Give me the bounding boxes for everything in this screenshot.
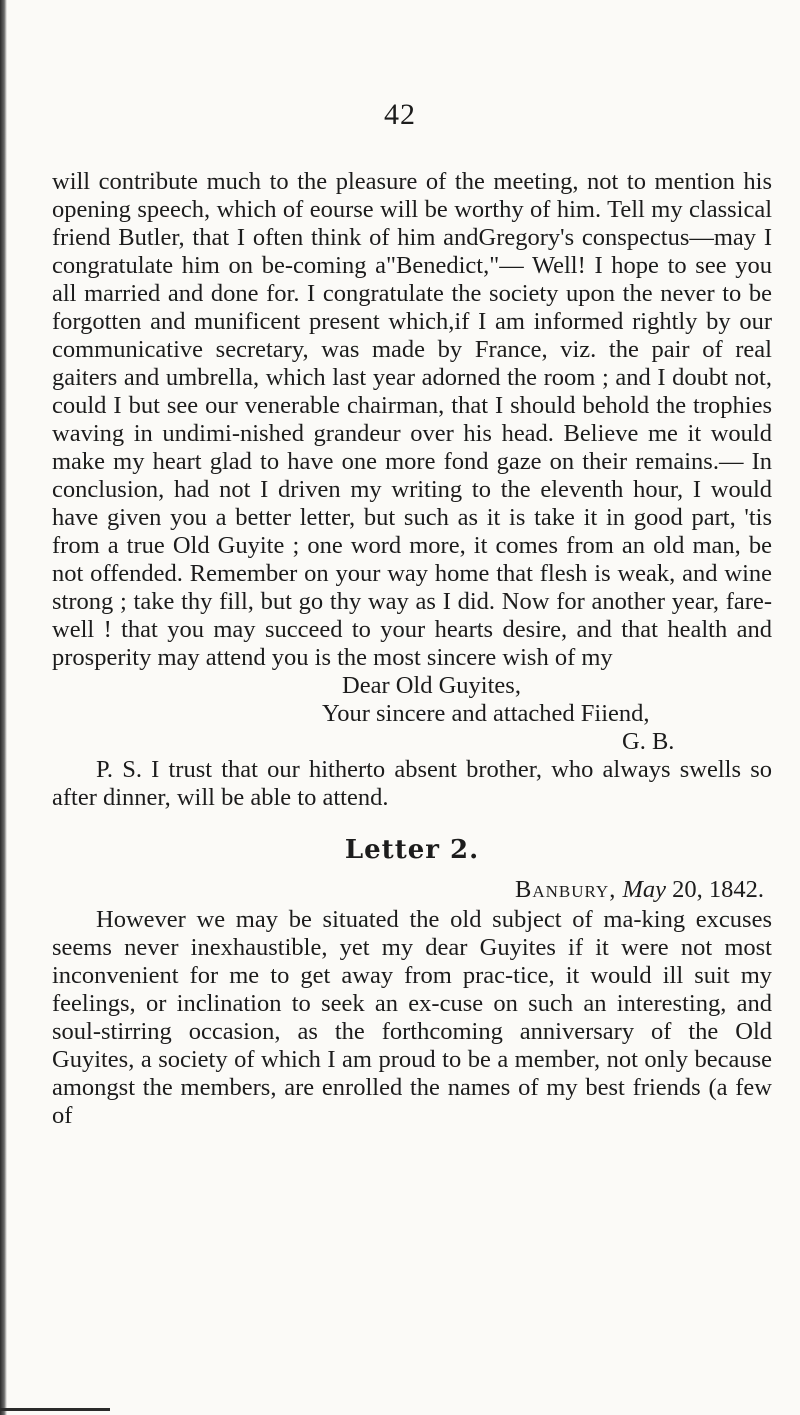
letter-one-postscript: P. S. I trust that our hitherto absent brother, who always swells so after dinner, will be able to attend. xyxy=(52,756,772,811)
letter-two-date: 20, 1842. xyxy=(672,876,764,903)
letter-two-month: May xyxy=(622,876,666,903)
letter-two-dateline xyxy=(52,876,772,904)
page-bottom-rule xyxy=(0,1408,110,1411)
letter-one-signature: G. B. xyxy=(622,728,675,755)
page-body xyxy=(52,168,772,1130)
letter-one-closing: Your sincere and attached Fiiend, xyxy=(322,700,650,727)
letter-two-body: However we may be situated the old subject of ma-king excuses seems never inexhaustible, yet my dear Guyites if it were not most inconvenient for me to get away from prac-tice, it would ill suit my feelings, or inclination to seek an ex-cuse on such an interesting, and soul-stirring occasion, as the forthcoming anniversary of the Old Guyites, a society of which I am proud to be a member, not only because amongst the members, are enrolled the names of my best friends (a few of xyxy=(52,906,772,1129)
letter-two-heading: Letter 2. xyxy=(344,835,480,865)
page-binding-edge xyxy=(0,0,7,1415)
letter-one-salutation: Dear Old Guyites, xyxy=(342,672,521,699)
letter-two-place: Banbury, xyxy=(515,876,617,903)
page-number: 42 xyxy=(384,98,416,131)
letter-one-body: will contribute much to the pleasure of the meeting, not to mention his opening speech, which of eourse will be worthy of him. Tell my classical friend Butler, that I often think of him andGregory's conspectus—may I congratulate him on be-coming a"Benedict,"— Well! I hope to see you all married and done for. I congratulate the society upon the never to be forgotten and munificent present which,if I am informed rightly by our communicative secretary, was made by France, viz. the pair of real gaiters and umbrella, which last year adorned the room ; and I doubt not, could I but see our venerable chairman, that I should behold the trophies waving in undimi-nished grandeur over his head. Believe me it would make my heart glad to have one more fond gaze on their remains.— In conclusion, had not I driven my writing to the eleventh hour, I would have given you a better letter, but such as it is take it in good part, 'tis from a true Old Guyite ; one word more, it comes from an old man, be not offended. Remember on your way home that flesh is weak, and wine strong ; take thy fill, but go thy way as I did. Now for another year, fare-well ! that you may succeed to your hearts desire, and that health and prosperity may attend you is the most sincere wish of my xyxy=(52,168,772,671)
